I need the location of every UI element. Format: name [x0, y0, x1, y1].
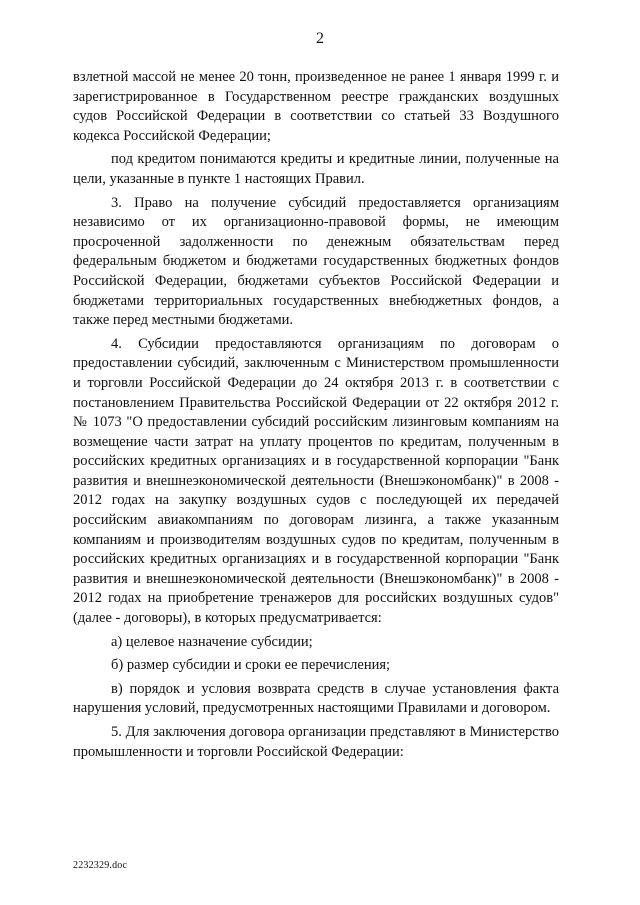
- paragraph-credit-definition: под кредитом понимаются кредиты и кредитные линии, полученные на цели, указанные в пункте 1 настоящих Правил.: [73, 151, 559, 187]
- paragraph-item-4: 4. Субсидии предоставляются организациям по договорам о предоставлении субсидий, заключенным с Министерством промышленности и торговли Российской Федерации до 24 октября 2013 г. в соответствии с постановлением Правительства Российской Федерации от 22 октября 2012 г. № 1073 "О предоставлении субсидий российским лизинговым компаниям на возмещение части затрат на уплату процентов по кредитам, полученным в российских кредитных организациях и в государственной корпорации "Банк развития и внешнеэкономической деятельности (Внешэкономбанк)" в 2008 - 2012 годах на закупку воздушных судов с последующей их передачей российским авиакомпаниям по договорам лизинга, а также указанным компаниям и производителям воздушных судов по кредитам, полученным в российских кредитных организациях и в государственной корпорации "Банк развития и внешнеэкономической деятельности (Внешэкономбанк)" в 2008 - 2012 годах на приобретение тренажеров для российских воздушных судов" (далее - договоры), в которых предусматривается:: [73, 335, 559, 627]
- document-body: [73, 68, 559, 766]
- page-number: 2: [316, 30, 324, 47]
- document-footer-filename: 2232329.doc: [73, 860, 128, 871]
- paragraph-aircraft-definition: взлетной массой не менее 20 тонн, произведенное не ранее 1 января 1999 г. и зарегистрированное в Государственном реестре гражданских воздушных судов Российской Федерации в соответствии со статьей 33 Воздушного кодекса Российской Федерации;: [73, 69, 559, 144]
- list-item-v: в) порядок и условия возврата средств в случае установления факта нарушения условий, предусмотренных настоящими Правилами и договором.: [73, 680, 559, 717]
- paragraph-item-3: 3. Право на получение субсидий предоставляется организациям независимо от их организационно-правовой формы, не имеющим просроченной задолженности по денежным обязательствам перед федеральным бюджетом и бюджетами государственных бюджетных фондов Российской Федерации, бюджетами субъектов Российской Федерации и бюджетами территориальных государственных внебюджетных фондов, а также перед местными бюджетами.: [73, 194, 559, 329]
- list-item-a: а) целевое назначение субсидии;: [111, 633, 313, 650]
- paragraph-item-5: 5. Для заключения договора организации представляют в Министерство промышленности и торговли Российской Федерации:: [73, 724, 559, 760]
- list-item-b: б) размер субсидии и сроки ее перечисления;: [111, 657, 391, 674]
